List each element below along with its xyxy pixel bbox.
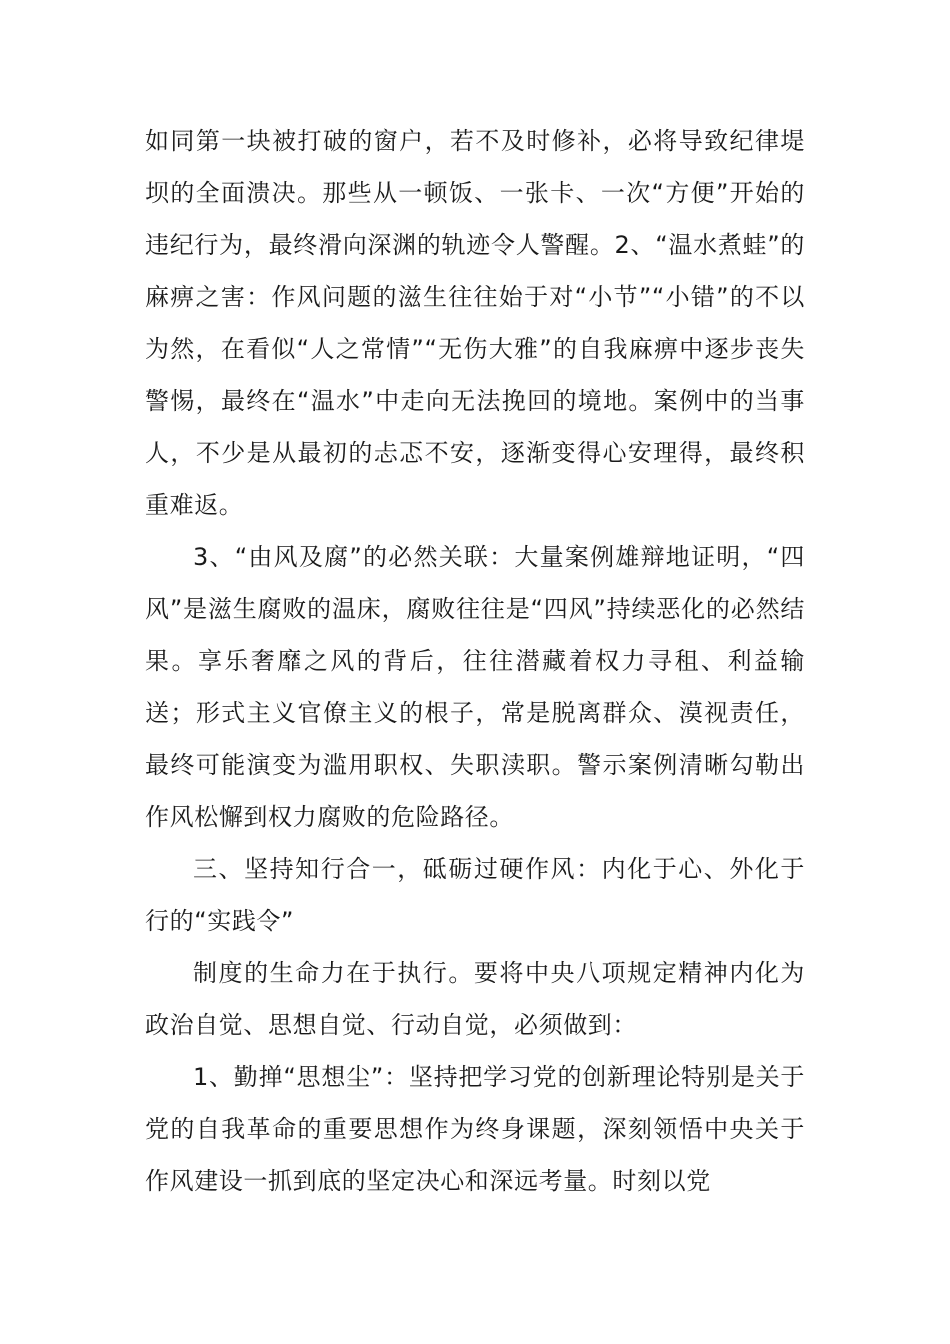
paragraph-system-vitality: 制度的生命力在于执行。要将中央八项规定精神内化为政治自觉、思想自觉、行动自觉，必须做到： [145,959,805,1039]
document-body [145,115,805,1207]
paragraph-dust-thoughts: 1、勤掸“思想尘”：坚持把学习党的创新理论特别是关于党的自我革命的重要思想作为终身课题，深刻领悟中央关于作风建设一抓到底的坚定决心和深远考量。时刻以党 [145,1063,805,1195]
paragraph-wind-to-corruption: 3、“由风及腐”的必然关联：大量案例雄辩地证明，“四风”是滋生腐败的温床，腐败往往是“四风”持续恶化的必然结果。享乐奢靡之风的背后，往往潜藏着权力寻租、利益输送；形式主义官僚主义的根子，常是脱离群众、漠视责任，最终可能演变为滥用职权、失职渎职。警示案例清晰勾勒出作风松懈到权力腐败的危险路径。 [145,543,805,831]
paragraph-broken-window: 如同第一块被打破的窗户，若不及时修补，必将导致纪律堤坝的全面溃决。那些从一顿饭、一张卡、一次“方便”开始的违纪行为，最终滑向深渊的轨迹令人警醒。2、“温水煮蛙”的麻痹之害：作风问题的滋生往往始于对“小节”“小错”的不以为然，在看似“人之常情”“无伤大雅”的自我麻痹中逐步丧失警惕，最终在“温水”中走向无法挽回的境地。案例中的当事人，不少是从最初的忐忑不安，逐渐变得心安理得，最终积重难返。 [145,127,805,519]
section-heading-three: 三、坚持知行合一，砥砺过硬作风：内化于心、外化于行的“实践令” [145,855,805,935]
